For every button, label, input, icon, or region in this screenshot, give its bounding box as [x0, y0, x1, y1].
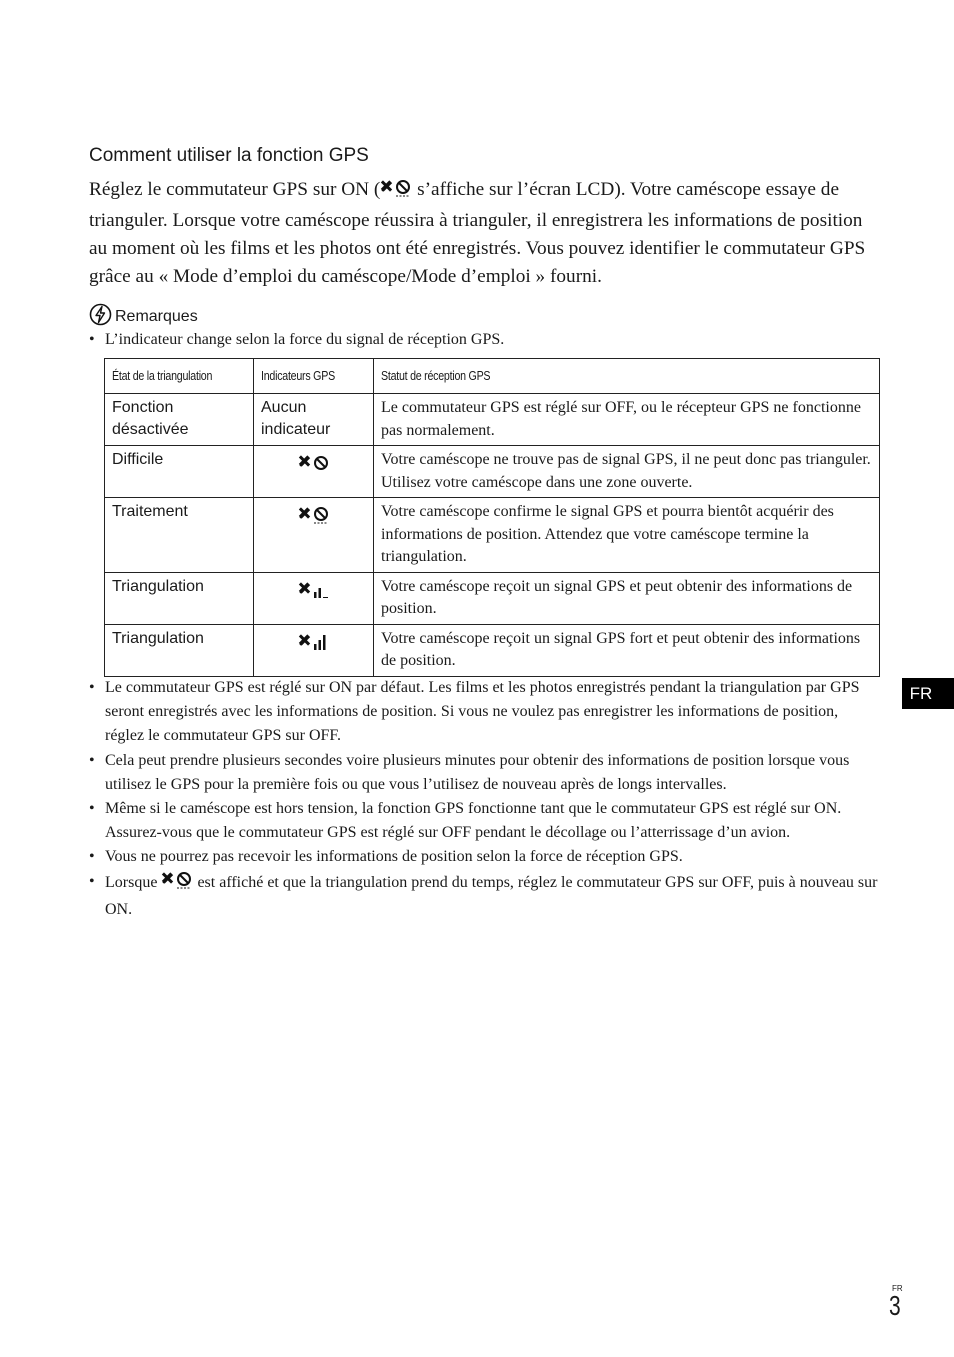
table-cell-status: Votre caméscope ne trouve pas de signal GPS, il ne peut donc pas trianguler. Utilisez votre caméscope dans une zone ouverte. — [374, 446, 880, 498]
table-cell-indicator — [254, 446, 374, 498]
table-cell-state: Traitement — [105, 498, 254, 573]
list-item: • Cela peut prendre plusieurs secondes voire plusieurs minutes pour obtenir des informations de position lorsque vous utilisez le GPS pour la première fois ou que vous l’utilisez de nouveau après de longs intervalles. — [89, 749, 879, 797]
intro-paragraph — [89, 176, 879, 291]
last-bullet-start: Lorsque — [105, 873, 162, 891]
page-number: 3 — [889, 1290, 901, 1321]
table-cell-state: Fonction désactivée — [105, 394, 254, 446]
table-header-state: État de la triangulation — [105, 359, 254, 394]
notes-list-bottom — [89, 676, 879, 922]
table-cell-status: Votre caméscope reçoit un signal GPS et peut obtenir des informations de position. — [374, 572, 880, 624]
list-item: • L’indicateur change selon la force du signal de réception GPS. — [89, 328, 879, 352]
list-item: • Vous ne pourrez pas recevoir les informations de position selon la force de réception GPS. — [89, 845, 879, 869]
gps-signal-3-bars-icon — [298, 632, 330, 657]
table-row — [105, 446, 880, 498]
gps-no-signal-icon — [298, 453, 330, 478]
list-item: • Même si le caméscope est hors tension, la fonction GPS fonctionne tant que le commutateur GPS est réglé sur ON. Assurez-vous que le commutateur GPS est réglé sur OFF pendant le décollage ou l’atterrissage d’un avion. — [89, 797, 879, 845]
table-cell-status: Votre caméscope reçoit un signal GPS fort et peut obtenir des informations de position. — [374, 624, 880, 676]
gps-signal-2-bars-icon — [298, 580, 330, 605]
section-heading: Comment utiliser la fonction GPS — [89, 145, 369, 166]
table-row — [105, 394, 880, 446]
table-header-status: Statut de réception GPS — [374, 359, 880, 394]
table-header-row — [105, 359, 880, 394]
notes-list-top — [89, 328, 879, 352]
language-tab: FR — [902, 678, 954, 709]
gps-searching-icon — [298, 505, 330, 530]
list-item: • Le commutateur GPS est réglé sur ON par défaut. Les films et les photos enregistrés pendant la triangulation par GPS seront enregistrés avec les informations de position. Si vous ne voulez pas enregistrer les informations de position, réglez le commutateur GPS sur OFF. — [89, 676, 879, 749]
table-cell-state: Triangulation — [105, 624, 254, 676]
table-cell-state: Triangulation — [105, 572, 254, 624]
table-row — [105, 572, 880, 624]
table-header-indicator: Indicateurs GPS — [254, 359, 374, 394]
table-cell-indicator: Aucun indicateur — [254, 394, 374, 446]
list-item — [89, 870, 879, 922]
footer-language: FR — [892, 1284, 903, 1293]
gps-searching-icon — [161, 870, 193, 898]
notes-title: Remarques — [115, 308, 198, 325]
notes-icon — [89, 303, 112, 331]
table-row — [105, 498, 880, 573]
gps-no-signal-icon — [380, 178, 412, 207]
table-cell-indicator — [254, 572, 374, 624]
intro-text-start: Réglez le commutateur GPS sur ON ( — [89, 179, 381, 200]
table-cell-indicator — [254, 624, 374, 676]
table-cell-status: Votre caméscope confirme le signal GPS et pourra bientôt acquérir des informations de position. Attendez que votre caméscope termine la triangulation. — [374, 498, 880, 573]
intro-text-end: s’affiche sur l’écran LCD). Votre caméscope essaye de trianguler. Lorsque votre caméscope réussira à trianguler, il enregistrera les informations de position au moment où les films et les photos ont été enregistrés. Vous pouvez identifier le commutateur GPS grâce au « Mode d’emploi du caméscope/Mode d’emploi » fourni. — [89, 179, 866, 287]
gps-status-table — [104, 358, 880, 677]
table-cell-status: Le commutateur GPS est réglé sur OFF, ou le récepteur GPS ne fonctionne pas normalement. — [374, 394, 880, 446]
table-cell-state: Difficile — [105, 446, 254, 498]
table-row — [105, 624, 880, 676]
table-cell-indicator — [254, 498, 374, 573]
notes-header — [89, 303, 198, 331]
last-bullet-end: est affiché et que la triangulation prend du temps, réglez le commutateur GPS sur OFF, puis à nouveau sur ON. — [105, 873, 878, 918]
